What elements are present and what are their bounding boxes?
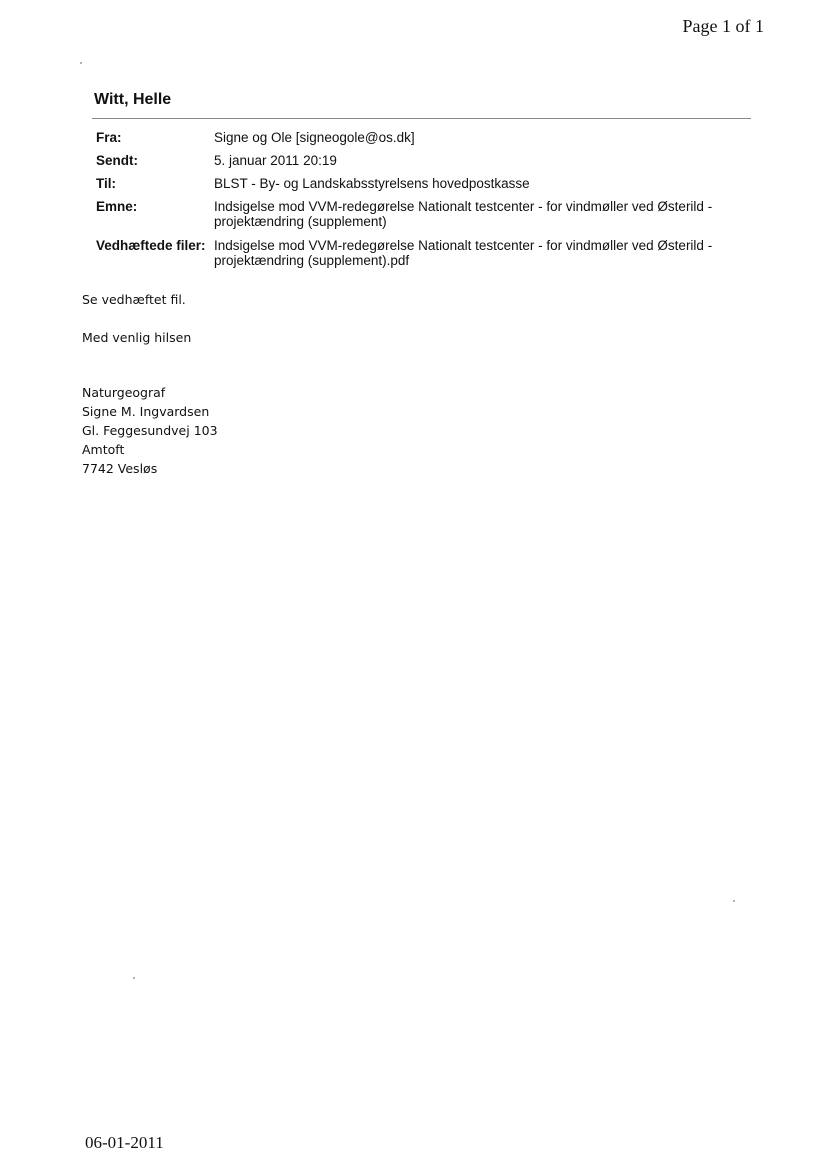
scan-speck xyxy=(80,62,82,64)
body-closing: Med venlig hilsen xyxy=(82,330,192,345)
subject-line-2: projektændring (supplement) xyxy=(214,214,387,229)
scan-speck xyxy=(133,977,135,979)
sender-name: Witt, Helle xyxy=(94,91,172,108)
subject-line-1: Indsigelse mod VVM-redegørelse Nationalt testcenter - for vindmøller ved Østerild - xyxy=(214,199,713,214)
email-header-table xyxy=(96,130,752,268)
signature-town: Amtoft xyxy=(82,442,125,457)
sent-value: 5. januar 2011 20:19 xyxy=(214,153,337,168)
page-number: Page 1 of 1 xyxy=(682,16,764,36)
body-attachment-note: Se vedhæftet fil. xyxy=(82,292,186,307)
signature-street: Gl. Feggesundvej 103 xyxy=(82,423,218,438)
to-value: BLST - By- og Landskabsstyrelsens hovedpostkasse xyxy=(214,176,530,191)
subject-label: Emne: xyxy=(96,199,138,214)
scan-speck xyxy=(733,900,735,902)
from-label: Fra: xyxy=(96,130,122,145)
subject-value xyxy=(214,199,752,238)
attachments-label: Vedhæftede filer: xyxy=(96,238,206,253)
attachment-line-1: Indsigelse mod VVM-redegørelse Nationalt testcenter - for vindmøller ved Østerild - xyxy=(214,238,713,253)
attachment-line-2: projektændring (supplement).pdf xyxy=(214,253,410,268)
signature-name: Signe M. Ingvardsen xyxy=(82,404,210,419)
attachments-row xyxy=(96,238,752,268)
to-row xyxy=(96,176,752,199)
footer-date: 06-01-2011 xyxy=(85,1133,164,1152)
sent-label: Sendt: xyxy=(96,153,138,168)
signature-block xyxy=(82,383,218,478)
signature-title: Naturgeograf xyxy=(82,385,166,400)
header-divider xyxy=(92,118,751,119)
signature-postcode-city: 7742 Vesløs xyxy=(82,461,158,476)
subject-row xyxy=(96,199,752,238)
from-value: Signe og Ole [signeogole@os.dk] xyxy=(214,130,415,145)
attachments-value xyxy=(214,238,752,268)
to-label: Til: xyxy=(96,176,116,191)
from-row xyxy=(96,130,752,153)
sent-row xyxy=(96,153,752,176)
